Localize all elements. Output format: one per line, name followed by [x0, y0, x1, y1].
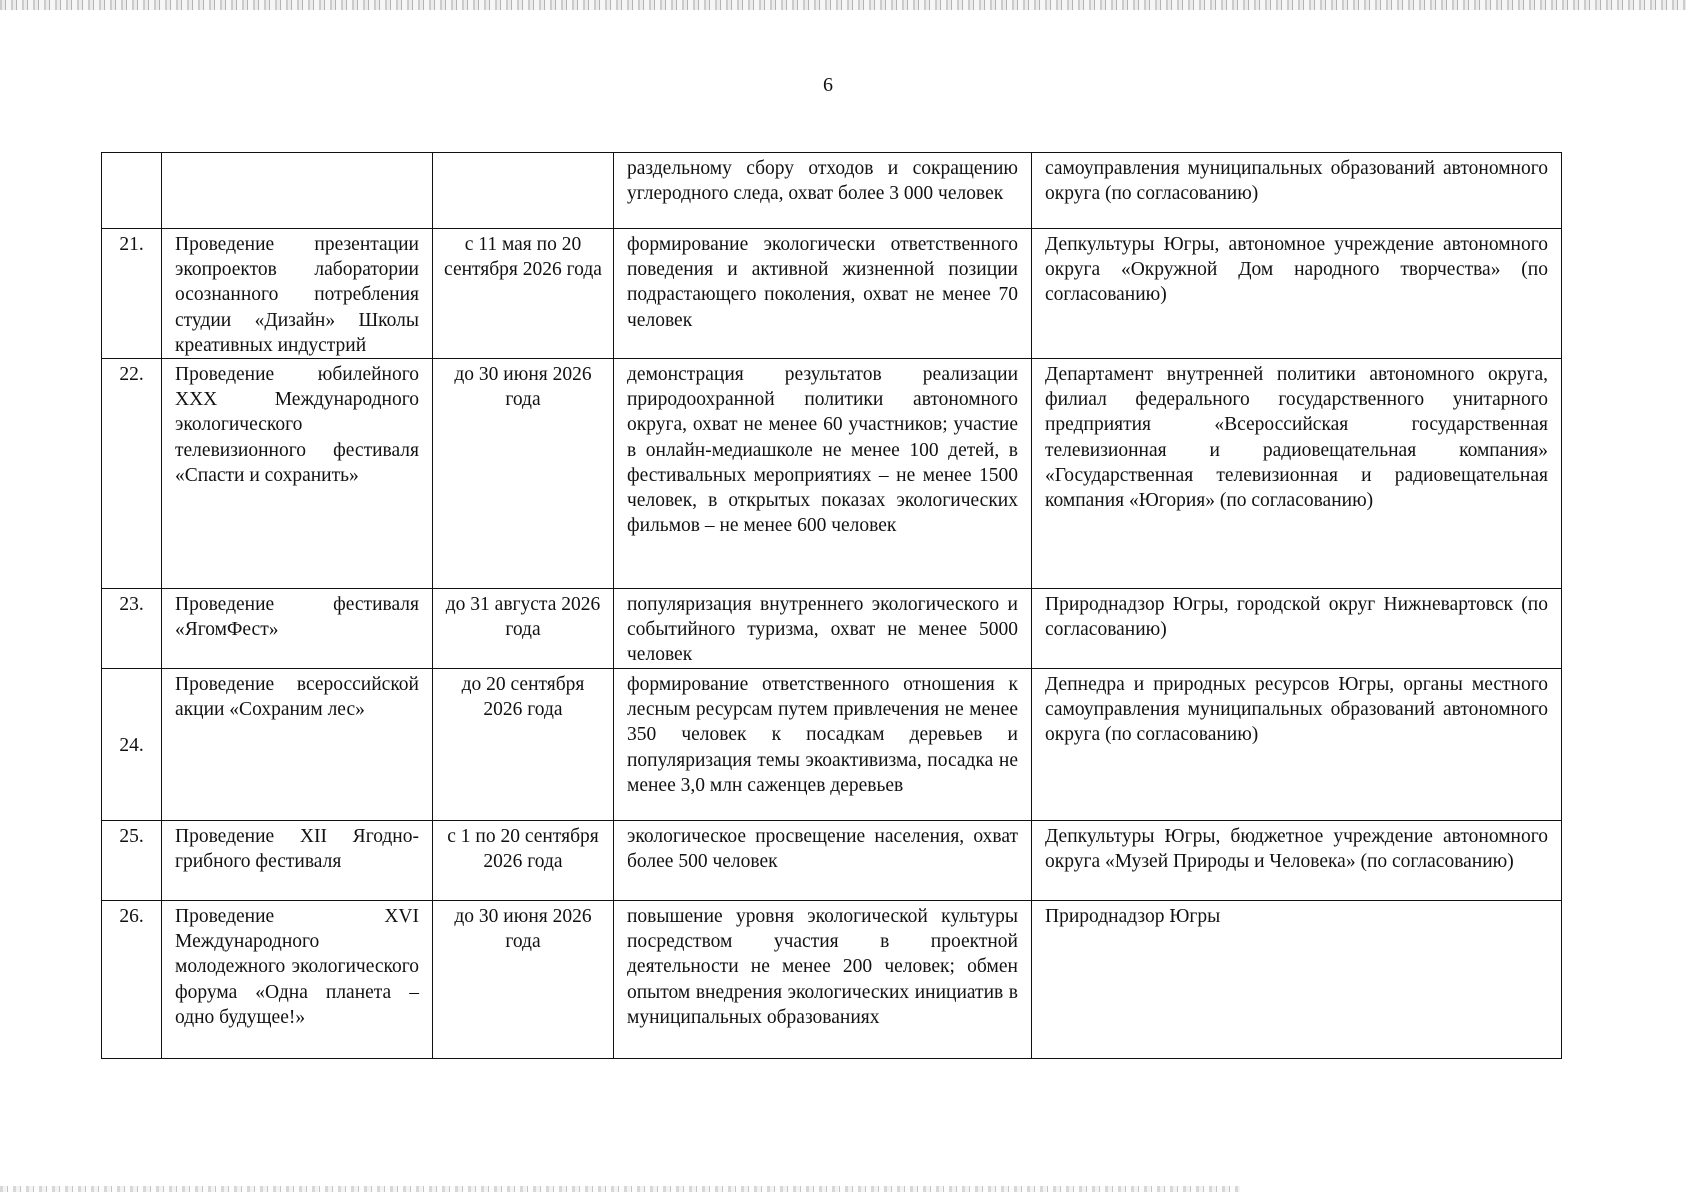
- event-cell: Проведение всероссийской акции «Сохраним лес»: [162, 669, 433, 821]
- row-number: 25.: [102, 821, 162, 901]
- table-row: [102, 821, 1562, 901]
- event-cell: Проведение XVI Международного молодежного экологического форума «Одна планета – одно будущее!»: [162, 901, 433, 1059]
- row-number: 26.: [102, 901, 162, 1059]
- row-number: 22.: [102, 359, 162, 589]
- row-number: 21.: [102, 229, 162, 359]
- event-cell: [162, 153, 433, 229]
- event-cell: Проведение презентации экопроектов лаборатории осознанного потребления студии «Дизайн» Школы креативных индустрий: [162, 229, 433, 359]
- executor-cell: самоуправления муниципальных образований автономного округа (по согласованию): [1032, 153, 1562, 229]
- row-number: 23.: [102, 589, 162, 669]
- date-cell: до 30 июня 2026 года: [433, 901, 614, 1059]
- table-row: [102, 669, 1562, 821]
- table-row: [102, 901, 1562, 1059]
- table-row: [102, 359, 1562, 589]
- executor-cell: Природнадзор Югры, городской округ Нижневартовск (по согласованию): [1032, 589, 1562, 669]
- executor-cell: Депкультуры Югры, бюджетное учреждение автономного округа «Музей Природы и Человека» (по согласованию): [1032, 821, 1562, 901]
- scan-edge-top: [0, 0, 1686, 10]
- page-number: 6: [823, 74, 833, 96]
- executor-cell: Природнадзор Югры: [1032, 901, 1562, 1059]
- date-cell: с 1 по 20 сентября 2026 года: [433, 821, 614, 901]
- executor-cell: Депнедра и природных ресурсов Югры, органы местного самоуправления муниципальных образований автономного округа (по согласованию): [1032, 669, 1562, 821]
- date-cell: с 11 мая по 20 сентября 2026 года: [433, 229, 614, 359]
- date-cell: до 20 сентября 2026 года: [433, 669, 614, 821]
- event-cell: Проведение юбилейного XXX Международного экологического телевизионного фестиваля «Спасти и сохранить»: [162, 359, 433, 589]
- date-cell: до 30 июня 2026 года: [433, 359, 614, 589]
- result-cell: экологическое просвещение населения, охват более 500 человек: [614, 821, 1032, 901]
- table-row: [102, 589, 1562, 669]
- result-cell: формирование экологически ответственного поведения и активной жизненной позиции подрастающего поколения, охват не менее 70 человек: [614, 229, 1032, 359]
- row-number: [102, 153, 162, 229]
- result-cell: демонстрация результатов реализации природоохранной политики автономного округа, охват не менее 60 участников; участие в онлайн-медиашколе не менее 100 детей, в фестивальных мероприятиях – не менее 1500 человек, в открытых показах экологических фильмов – не менее 600 человек: [614, 359, 1032, 589]
- executor-cell: Депкультуры Югры, автономное учреждение автономного округа «Окружной Дом народного творчества» (по согласованию): [1032, 229, 1562, 359]
- result-cell: раздельному сбору отходов и сокращению углеродного следа, охват более 3 000 человек: [614, 153, 1032, 229]
- event-cell: Проведение XII Ягодно-грибного фестиваля: [162, 821, 433, 901]
- scan-edge-bottom: [0, 1186, 1240, 1192]
- table-row: [102, 229, 1562, 359]
- result-cell: формирование ответственного отношения к лесным ресурсам путем привлечения не менее 350 человек к посадкам деревьев и популяризация темы экоактивизма, посадка не менее 3,0 млн саженцев деревьев: [614, 669, 1032, 821]
- result-cell: популяризация внутреннего экологического и событийного туризма, охват не менее 5000 человек: [614, 589, 1032, 669]
- event-cell: Проведение фестиваля «ЯгомФест»: [162, 589, 433, 669]
- executor-cell: Департамент внутренней политики автономного округа, филиал федерального государственного унитарного предприятия «Всероссийская государственная телевизионная и радиовещательная компания» «Государственная телевизионная и радиовещательная компания «Югория» (по согласованию): [1032, 359, 1562, 589]
- row-number: 24.: [102, 669, 162, 821]
- table-row: [102, 153, 1562, 229]
- measures-table: [101, 152, 1562, 1059]
- date-cell: до 31 августа 2026 года: [433, 589, 614, 669]
- date-cell: [433, 153, 614, 229]
- result-cell: повышение уровня экологической культуры посредством участия в проектной деятельности не менее 200 человек; обмен опытом внедрения экологических инициатив в муниципальных образованиях: [614, 901, 1032, 1059]
